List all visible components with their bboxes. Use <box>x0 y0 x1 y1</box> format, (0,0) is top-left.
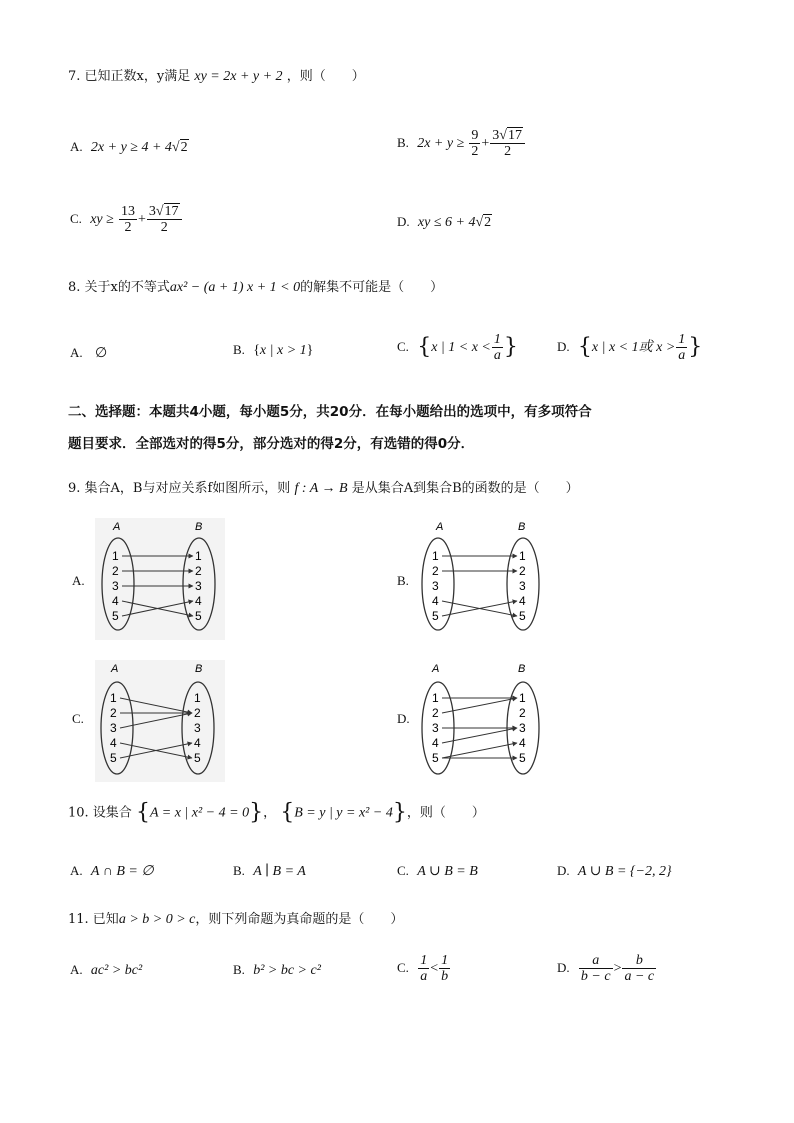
q9-diagram-a <box>95 518 225 640</box>
a-element: 3 <box>432 721 439 735</box>
q8-option-a[interactable] <box>70 344 107 363</box>
q7-stem-text: 7. 已知正数x，y满足 <box>68 69 191 84</box>
q11-c-den1: a <box>420 969 428 984</box>
set-b-label: B <box>518 521 526 533</box>
q7-d-lhs: xy ≤ 6 + 4 <box>417 215 476 230</box>
a-element: 3 <box>432 579 439 593</box>
q9-stem <box>68 480 579 498</box>
q8-inequality: ax² − (a + 1) x + 1 < 0 <box>169 280 301 295</box>
a-element: 2 <box>110 706 117 720</box>
option-label: A. <box>70 962 83 977</box>
q10-option-d[interactable] <box>557 862 672 881</box>
b-element: 5 <box>519 609 526 623</box>
option-label: A. <box>70 863 83 878</box>
a-element: 5 <box>432 751 439 765</box>
option-label: D. <box>557 339 570 354</box>
q10-d-value: A ∪ B = {−2, 2} <box>577 864 672 879</box>
q8-c-num: 1 <box>493 332 501 347</box>
q7-c-f2-coef: 3 <box>148 204 156 219</box>
q8-stem <box>68 279 443 297</box>
q7-a-radicand: 2 <box>180 140 188 155</box>
b-element: 5 <box>519 751 526 765</box>
q7-c-f2-rad: 17 <box>164 204 179 219</box>
q9-tail: 是从集合A到集合B的函数的是（ ） <box>351 481 579 496</box>
q9-diagram-c <box>95 660 225 782</box>
q8-stem-text: 8. 关于x的不等式 <box>68 280 170 295</box>
option-label: D. <box>557 960 570 975</box>
q10-set-a: A = x | x² − 4 = 0 <box>149 805 250 821</box>
q9-option-d[interactable]: D. <box>397 711 410 726</box>
section-2-heading-line1: 二、选择题：本题共4小题，每小题5分，共20分．在每小题给出的选项中，有多项符合 <box>68 404 592 420</box>
option-label: C. <box>397 960 409 975</box>
q7-c-lhs: xy ≥ <box>90 212 114 227</box>
set-b-elements <box>519 691 526 765</box>
q7-b-f2-coef: 3 <box>492 128 500 143</box>
mapping-arrows <box>442 698 517 758</box>
q11-c-num1: 1 <box>420 953 428 968</box>
set-b-elements <box>519 549 526 623</box>
option-label: B. <box>233 962 245 977</box>
q7-c-f2-den: 2 <box>160 220 168 235</box>
a-element: 4 <box>432 594 439 608</box>
q10-option-a[interactable] <box>70 862 154 881</box>
q8-option-b[interactable]: B. {x | x > 1} <box>233 342 314 358</box>
q9-option-c[interactable]: C. <box>72 711 84 726</box>
set-a-elements <box>110 691 117 765</box>
option-label: D. <box>557 863 570 878</box>
set-a-label: A <box>113 521 121 533</box>
b-element: 2 <box>519 564 526 578</box>
q10-option-b[interactable] <box>233 862 306 881</box>
q10-stem: 10. 设集合 {A = x | x² − 4 = 0}， {B = y | y = x² − 4}，则（ ） <box>68 800 485 825</box>
a-element: 5 <box>110 751 117 765</box>
section-2-heading-line2: 题目要求．全部选对的得5分，部分选对的得2分，有选错的得0分． <box>68 436 475 452</box>
q7-b-f2-rad: 17 <box>507 128 522 143</box>
q10-set-b: B = y | y = x² − 4 <box>294 805 393 821</box>
q11-c-num2: 1 <box>441 953 449 968</box>
q7-b-f2-den: 2 <box>504 144 512 159</box>
a-element: 2 <box>432 564 439 578</box>
q7-option-d[interactable]: D. xy ≤ 6 + 4√2 <box>397 214 492 230</box>
q8-d-pre: x | x < 1或 x > <box>591 340 676 355</box>
q7-tail: ，则（ ） <box>286 69 365 84</box>
option-label: B. <box>233 342 245 357</box>
option-label: D. <box>397 214 410 229</box>
b-element: 4 <box>519 594 526 608</box>
set-b-label: B <box>195 663 203 675</box>
a-element: 3 <box>110 721 117 735</box>
a-element: 1 <box>110 691 117 705</box>
q7-a-lhs: 2x + y ≥ 4 + 4 <box>90 140 172 155</box>
q11-d-num2: b <box>622 953 656 969</box>
b-element: 3 <box>194 721 201 735</box>
q7-stem <box>68 68 365 86</box>
b-element: 2 <box>519 706 526 720</box>
q10-option-c[interactable] <box>397 862 478 881</box>
q7-c-f1-den: 2 <box>124 220 132 235</box>
q10-separator: ， <box>263 805 277 821</box>
b-element: 2 <box>195 564 202 578</box>
q8-c-pre: x | 1 < x < <box>431 340 491 355</box>
a-element: 4 <box>432 736 439 750</box>
b-element: 3 <box>195 579 202 593</box>
b-element: 5 <box>195 609 202 623</box>
q11-d-num1: a <box>579 953 613 969</box>
q7-option-c[interactable]: C. xy ≥ $\frac{13}{2}$ + $\frac{3√17}{2}$ <box>70 204 183 235</box>
q7-d-radicand: 2 <box>484 215 492 230</box>
option-label: A. <box>70 139 83 154</box>
a-element: 4 <box>112 594 119 608</box>
option-label: B. <box>233 863 245 878</box>
q7-condition: xy = 2x + y + 2 <box>194 69 283 84</box>
q11-c-op: < <box>430 961 439 976</box>
q11-d-den2: a − c <box>624 969 655 984</box>
set-b-label: B <box>518 663 526 675</box>
q11-d-den1: b − c <box>580 969 611 984</box>
q8-d-den: a <box>678 348 686 363</box>
a-element: 2 <box>112 564 119 578</box>
b-element: 4 <box>194 736 201 750</box>
q10-b-value: A ∣ B = A <box>253 864 306 879</box>
set-a-label: A <box>436 521 444 533</box>
a-element: 1 <box>432 549 439 563</box>
q11-d-op: > <box>613 961 622 976</box>
q7-b-f1-den: 2 <box>471 144 479 159</box>
q7-b-lhs: 2x + y ≥ <box>417 136 465 151</box>
a-element: 1 <box>112 549 119 563</box>
q8-tail: 的解集不可能是（ ） <box>300 280 444 295</box>
b-element: 1 <box>195 549 202 563</box>
q9-stem-text: 9. 集合A，B与对应关系f如图所示，则 <box>68 481 291 496</box>
q8-c-den: a <box>493 348 501 363</box>
q11-stem <box>68 911 403 929</box>
q7-option-a[interactable]: A. 2x + y ≥ 4 + 4√2 <box>70 139 188 155</box>
q11-a-value: ac² > bc² <box>90 963 143 978</box>
q7-c-f1-num: 13 <box>120 204 135 219</box>
q8-b-value: x | x > 1 <box>259 343 307 358</box>
set-a-elements <box>112 549 119 623</box>
b-element: 3 <box>519 579 526 593</box>
q7-b-f1-num: 9 <box>471 128 479 143</box>
q11-condition: a > b > 0 > c <box>118 912 196 927</box>
q11-b-value: b² > bc > c² <box>253 963 321 978</box>
set-b-elements <box>194 691 201 765</box>
q10-tail: ，则（ ） <box>406 805 485 821</box>
option-label: C. <box>397 863 409 878</box>
set-b-elements <box>195 549 202 623</box>
q8-option-c[interactable]: C. {x | 1 < x < $\frac{1}{a}$ } <box>397 332 518 363</box>
q9-option-b[interactable]: B. <box>397 573 409 588</box>
q9-diagram-b <box>418 518 548 640</box>
b-element: 4 <box>195 594 202 608</box>
set-a-label: A <box>432 663 440 675</box>
q11-tail: ，则下列命题为真命题的是（ ） <box>195 912 404 927</box>
q8-d-num: 1 <box>678 332 686 347</box>
a-element: 2 <box>432 706 439 720</box>
q11-stem-text: 11. 已知 <box>68 912 119 927</box>
q8-a-value: ∅ <box>95 346 108 361</box>
option-label: C. <box>397 339 409 354</box>
q11-option-d[interactable] <box>557 953 657 984</box>
b-element: 2 <box>194 706 201 720</box>
set-a-elements <box>432 549 439 623</box>
option-label: A. <box>70 345 83 360</box>
q10-stem-text: 10. 设集合 <box>68 805 132 821</box>
q11-option-c[interactable] <box>397 953 451 984</box>
set-a-elements <box>432 691 439 765</box>
b-element: 4 <box>519 736 526 750</box>
a-element: 5 <box>432 609 439 623</box>
a-element: 4 <box>110 736 117 750</box>
q7-option-b[interactable]: B. 2x + y ≥ $\frac{9}{2}$ + $\frac{3√17}{2}$ <box>397 128 526 159</box>
a-element: 1 <box>432 691 439 705</box>
q10-a-value: A ∩ B = ∅ <box>90 864 154 879</box>
b-element: 1 <box>519 549 526 563</box>
q11-option-b[interactable] <box>233 961 321 980</box>
set-a-label: A <box>111 663 119 675</box>
q9-option-a[interactable]: A. <box>72 573 85 588</box>
option-label: B. <box>397 135 409 150</box>
q7-b-plus: + <box>481 136 490 151</box>
q7-c-plus: + <box>137 212 146 227</box>
b-element: 1 <box>194 691 201 705</box>
q9-diagram-d <box>418 660 548 782</box>
q9-map: f : A → B <box>294 481 348 496</box>
b-element: 3 <box>519 721 526 735</box>
b-element: 1 <box>519 691 526 705</box>
a-element: 5 <box>112 609 119 623</box>
q8-option-d[interactable]: D. {x | x < 1或 x > $\frac{1}{a}$ } <box>557 332 703 363</box>
set-b-label: B <box>195 521 203 533</box>
q11-c-den2: b <box>441 969 449 984</box>
q11-option-a[interactable] <box>70 961 142 980</box>
option-label: C. <box>70 211 82 226</box>
b-element: 5 <box>194 751 201 765</box>
a-element: 3 <box>112 579 119 593</box>
q10-c-value: A ∪ B = B <box>417 864 478 879</box>
